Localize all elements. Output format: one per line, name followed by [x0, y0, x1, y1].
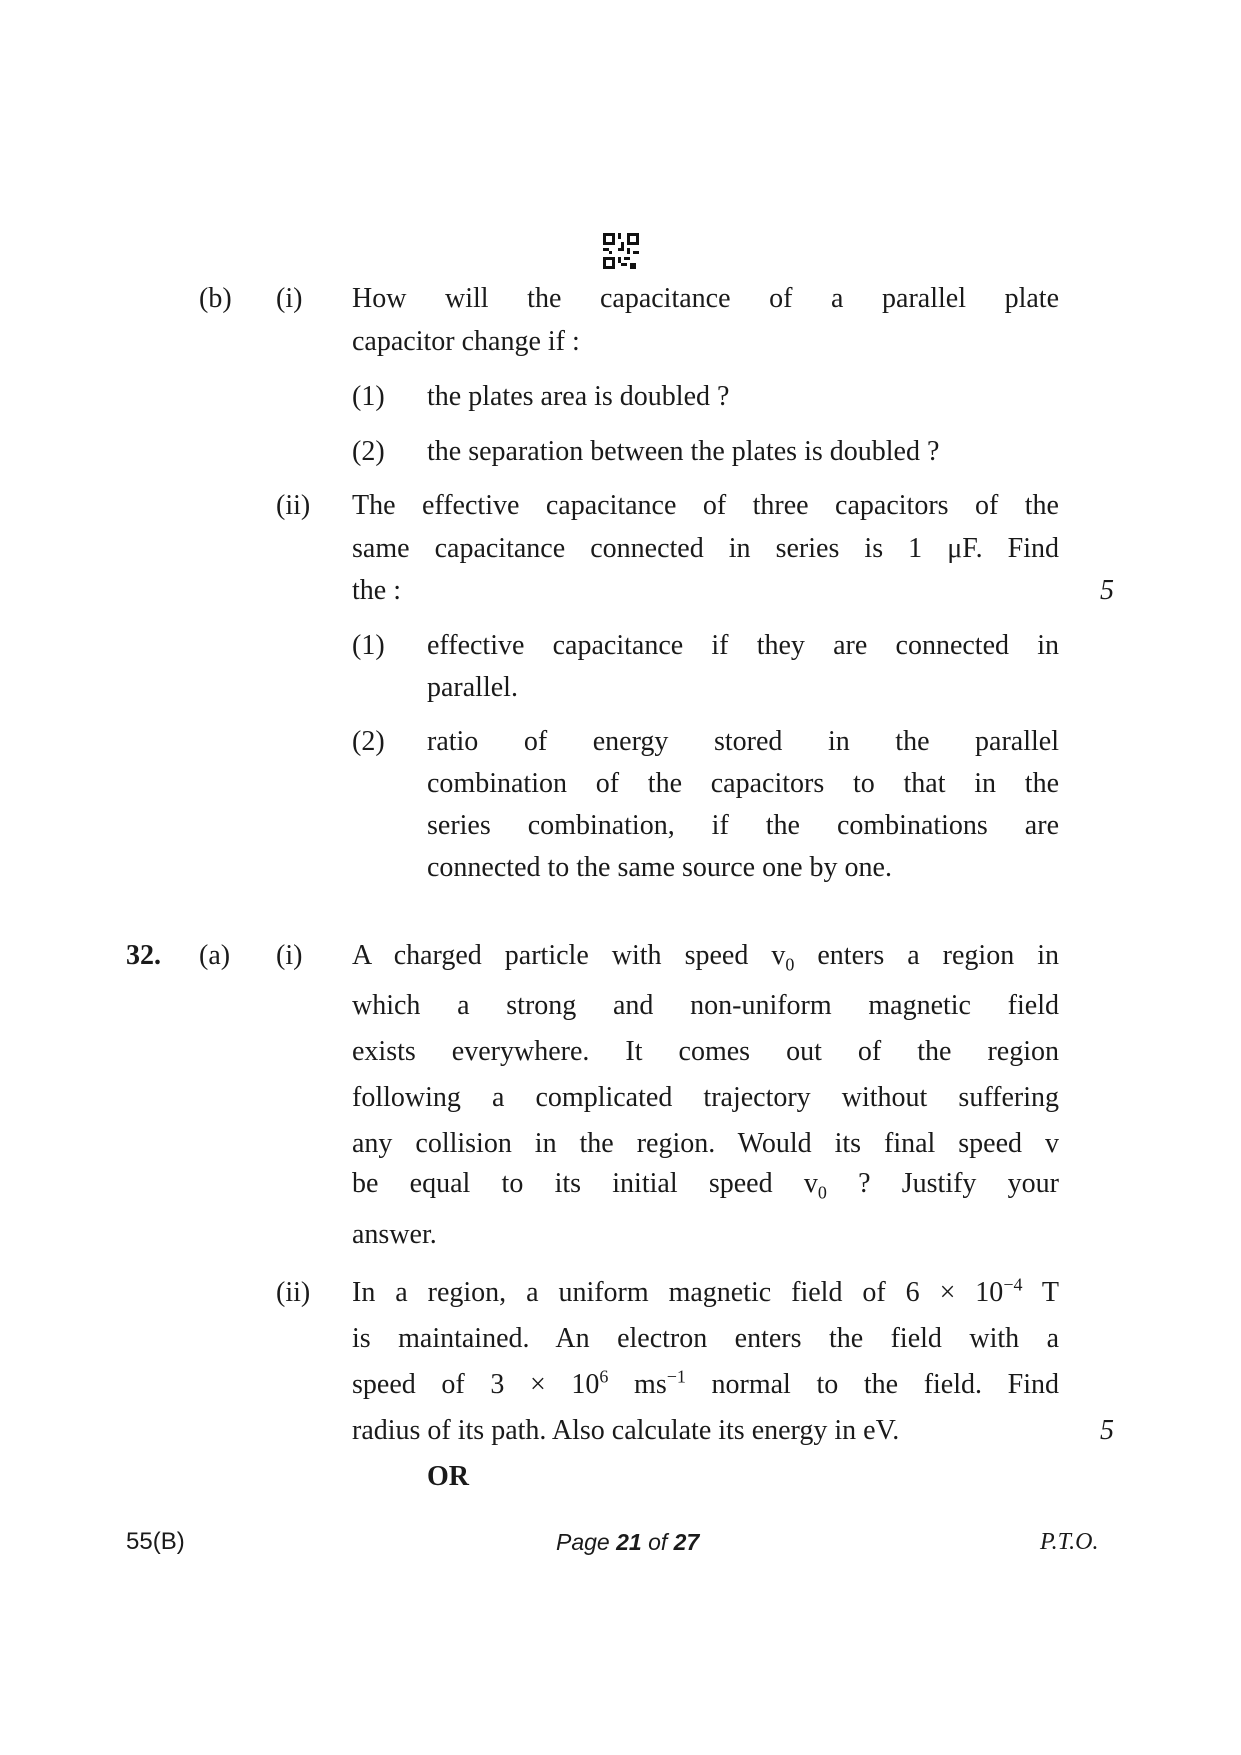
question-text: which a strong and non-uniform magnetic field — [352, 990, 1059, 1021]
part-label-b: (b) — [199, 283, 232, 314]
item-number: (2) — [352, 726, 385, 757]
question-text: answer. — [352, 1219, 437, 1250]
or-divider: OR — [427, 1461, 469, 1492]
question-text: radius of its path. Also calculate its energy in eV. — [352, 1415, 900, 1446]
question-text: How will the capacitance of a parallel plate — [352, 283, 1059, 314]
item-text: parallel. — [427, 672, 518, 703]
item-text: ratio of energy stored in the parallel — [427, 726, 1059, 757]
question-text: the : — [352, 575, 401, 606]
part-label-a: (a) — [199, 940, 231, 971]
question-text: following a complicated trajectory without suffering — [352, 1082, 1059, 1113]
question-text: is maintained. An electron enters the field with a — [352, 1323, 1059, 1354]
pto-label: P.T.O. — [1040, 1529, 1099, 1555]
question-text: same capacitance connected in series is 1 μF. Find — [352, 533, 1059, 564]
paper-code: 55(B) — [126, 1528, 185, 1555]
item-number: (2) — [352, 436, 385, 467]
subpart-label-ii: (ii) — [276, 1277, 311, 1308]
question-text: be equal to its initial speed $v_0$ ? Justify your — [352, 1168, 1060, 1203]
item-text: connected to the same source one by one. — [427, 852, 892, 883]
page-number: Page 21 of 27 — [556, 1529, 700, 1555]
question-text: The effective capacitance of three capacitors of the — [352, 490, 1059, 521]
marks: 5 — [1100, 575, 1114, 606]
subpart-label-i: (i) — [276, 283, 303, 314]
item-text: combination of the capacitors to that in the — [427, 768, 1059, 799]
question-number: 32. — [126, 940, 161, 971]
question-text: A charged particle with speed $v_0$ enters a region in — [352, 940, 1059, 975]
item-number: (1) — [352, 381, 385, 412]
marks: 5 — [1100, 1415, 1114, 1446]
qr-code-icon — [603, 233, 639, 269]
subpart-label-ii: (ii) — [276, 490, 311, 521]
item-text: series combination, if the combinations are — [427, 810, 1059, 841]
question-text: capacitor change if : — [352, 326, 580, 357]
item-number: (1) — [352, 630, 385, 661]
question-text: In a region, a uniform magnetic field of $6 \times 10^{-4}$ T — [352, 1274, 1059, 1308]
item-text: the plates area is doubled ? — [427, 381, 730, 412]
question-text: speed of $3 \times 10^6$ $ms^{-1}$ normal to the field. Find — [352, 1366, 1059, 1400]
question-text: any collision in the region. Would its final speed v — [352, 1128, 1059, 1159]
question-text: exists everywhere. It comes out of the region — [352, 1036, 1059, 1067]
item-text: effective capacitance if they are connected in — [427, 630, 1059, 661]
subpart-label-i: (i) — [276, 940, 303, 971]
item-text: the separation between the plates is doubled ? — [427, 436, 940, 467]
